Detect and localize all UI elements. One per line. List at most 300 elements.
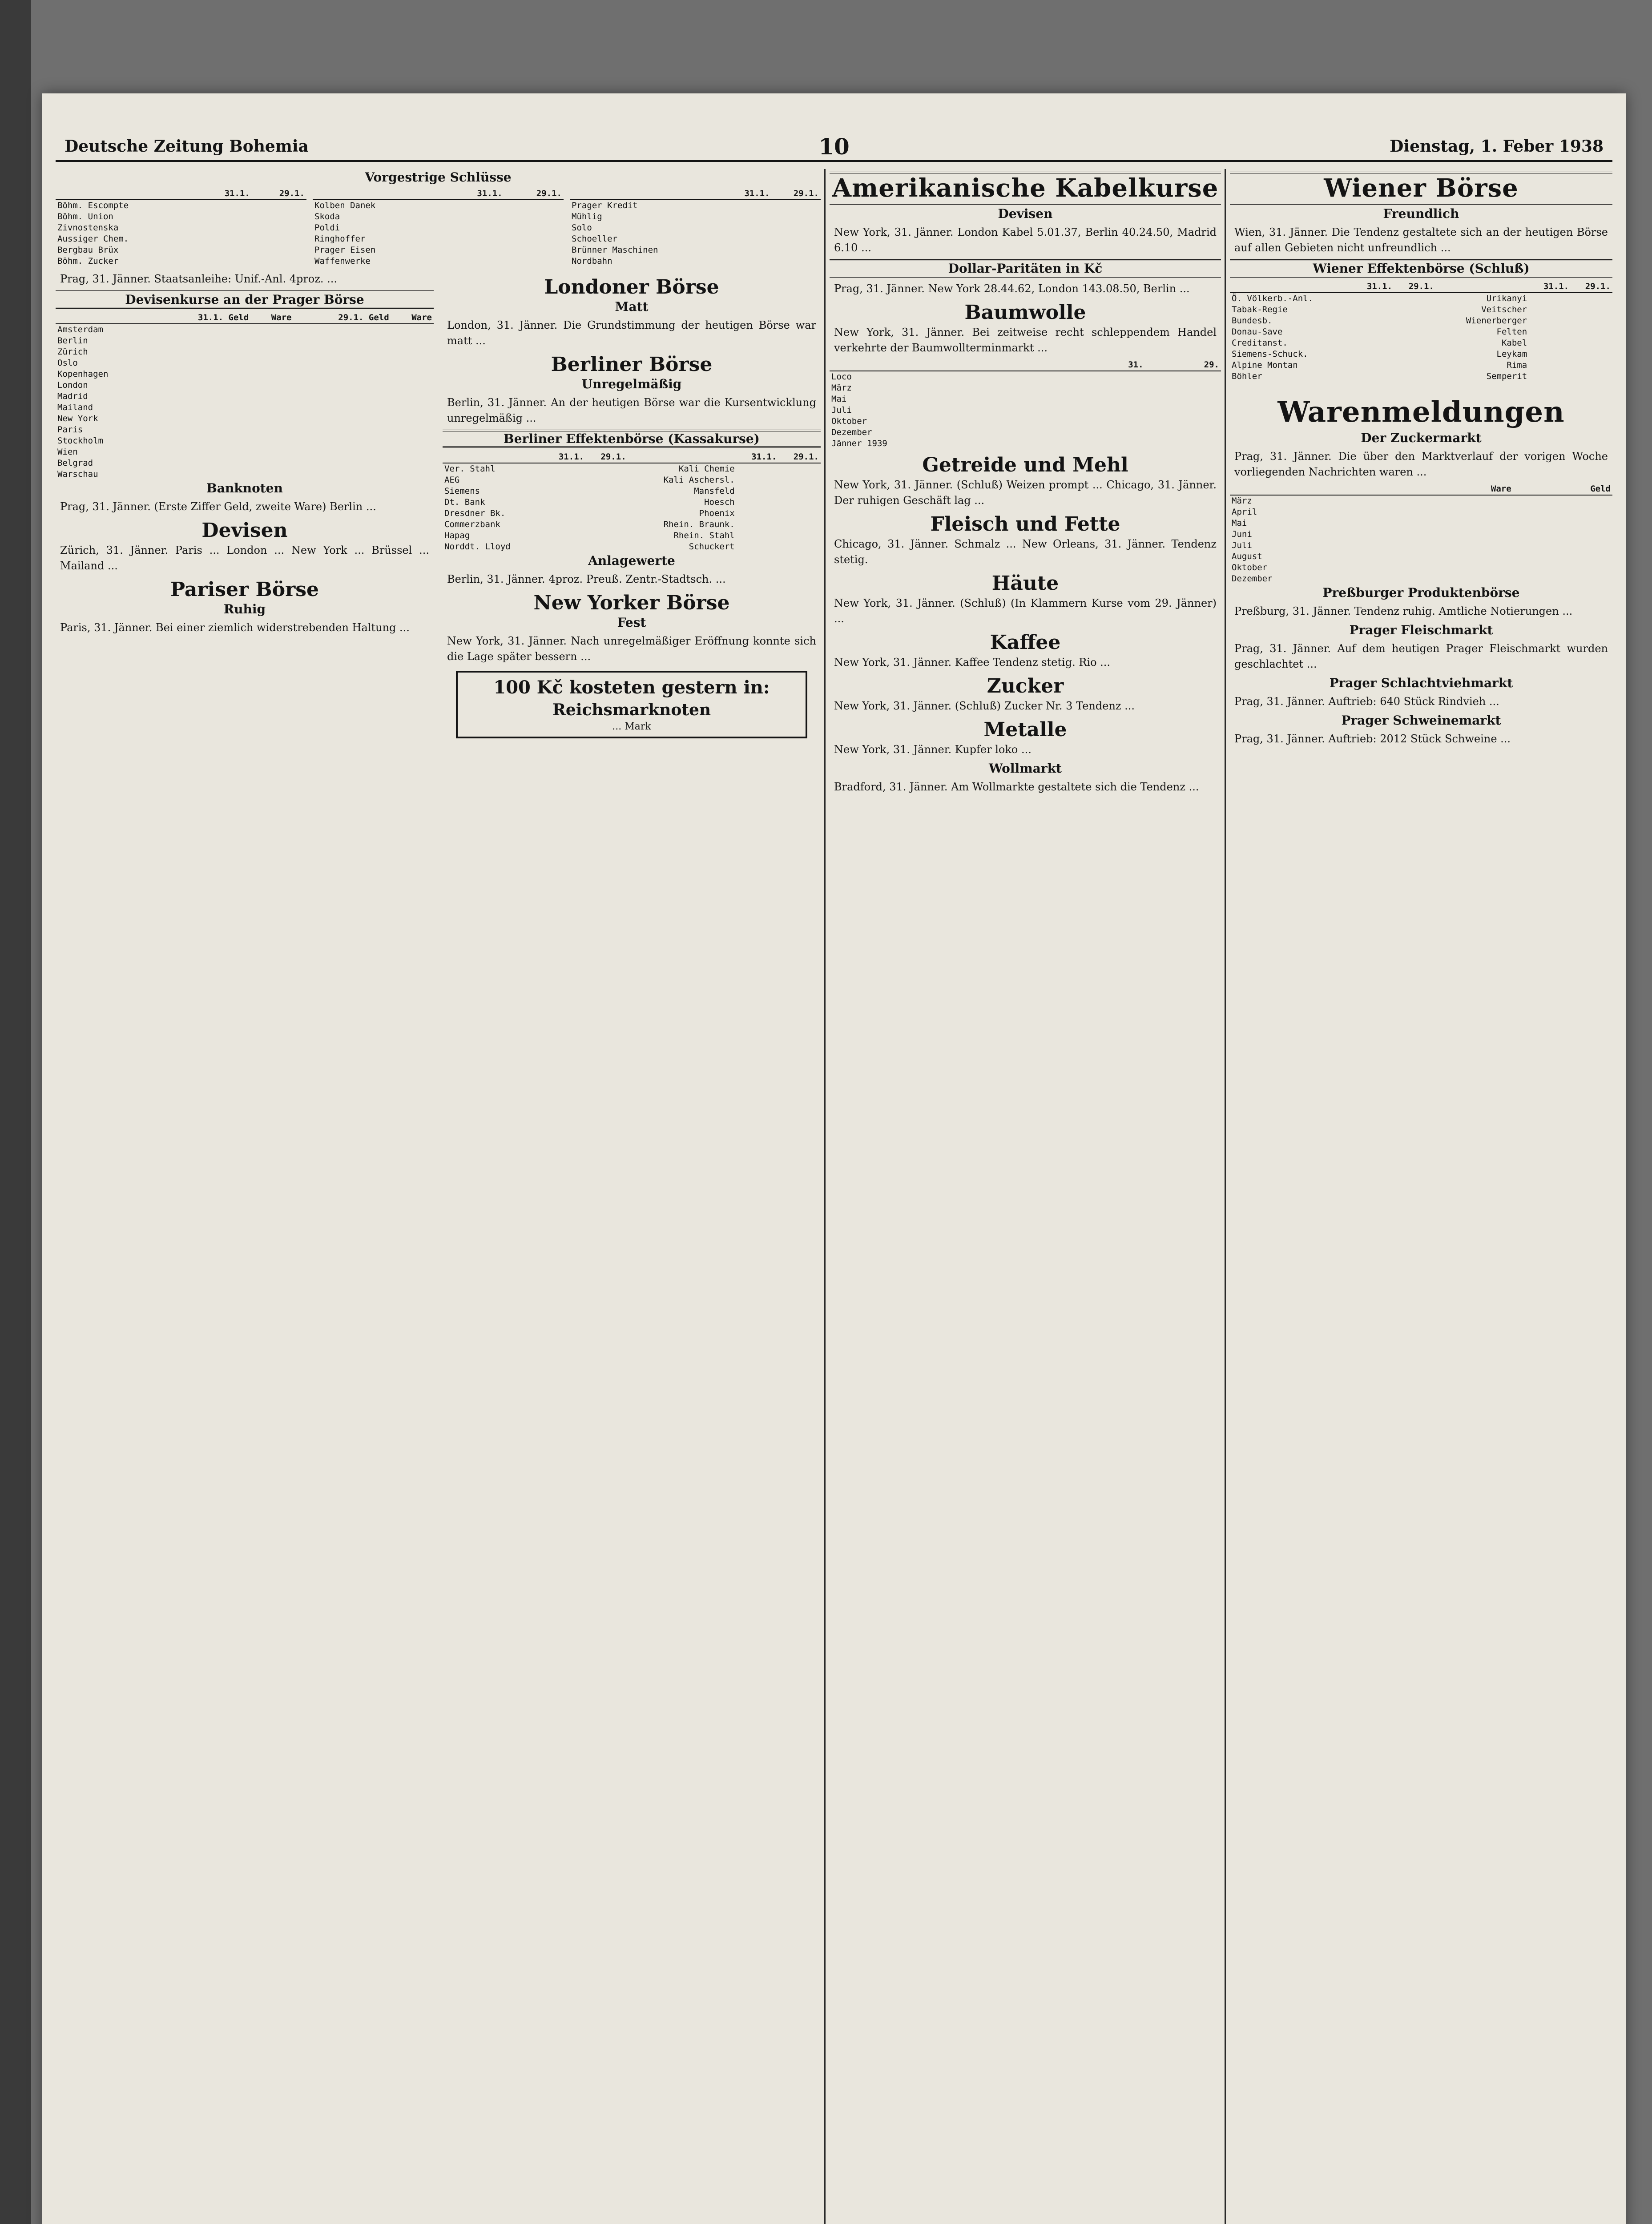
table-cell bbox=[391, 435, 434, 447]
zucker-text: Prag, 31. Jänner. Die über den Marktverlauf der vorigen Woche vorliegenden Nachrichten waren ... bbox=[1234, 450, 1608, 478]
table-row bbox=[1230, 507, 1612, 518]
issue-date: Dienstag, 1. Feber 1938 bbox=[1390, 137, 1604, 156]
table-cell: Urikanyi bbox=[1486, 294, 1527, 303]
table-cell: März bbox=[831, 383, 852, 393]
table-cell bbox=[737, 486, 779, 497]
table-cell bbox=[391, 391, 434, 402]
table-cell bbox=[250, 447, 293, 458]
table-cell bbox=[153, 413, 250, 424]
wool-text: Bradford, 31. Jänner. Am Wollmarkte gestaltete sich die Tendenz ... bbox=[834, 781, 1199, 793]
table-cell bbox=[391, 324, 434, 335]
table-cell: Jänner 1939 bbox=[831, 439, 887, 448]
table-cell bbox=[1145, 394, 1221, 405]
table-row bbox=[56, 256, 306, 267]
devisen-text: Zürich, 31. Jänner. Paris ... London ... New York ... Brüssel ... Mailand ... bbox=[60, 544, 429, 572]
table-cell bbox=[1529, 338, 1571, 349]
table-cell: Zivnostenska bbox=[57, 223, 119, 233]
table-cell: Böhm. Escompte bbox=[57, 201, 129, 210]
table-cell bbox=[1529, 304, 1571, 315]
table-cell bbox=[544, 508, 586, 519]
table-cell bbox=[153, 380, 250, 391]
table-cell: Dezember bbox=[831, 427, 872, 437]
table-cell: Solo bbox=[572, 223, 592, 233]
table-cell bbox=[197, 245, 252, 256]
closing-table bbox=[56, 188, 306, 267]
table-row bbox=[56, 358, 434, 369]
table-cell bbox=[1352, 293, 1394, 304]
table-cell bbox=[722, 245, 771, 256]
table-cell bbox=[737, 541, 779, 552]
london-title: Londoner Börse bbox=[544, 276, 719, 298]
table-cell: Dezember bbox=[1232, 574, 1273, 584]
table-cell bbox=[391, 369, 434, 380]
table-cell: Warschau bbox=[57, 469, 98, 479]
table-header-cell bbox=[313, 188, 445, 200]
table-cell bbox=[1352, 304, 1394, 315]
table-cell: Kali Chemie bbox=[678, 464, 735, 474]
table-cell: Oktober bbox=[831, 416, 867, 426]
table-cell bbox=[250, 358, 293, 369]
table-cell bbox=[778, 486, 821, 497]
anlagewerte-text: Berlin, 31. Jänner. 4proz. Preuß. Zentr.-Stadtsch. ... bbox=[447, 573, 726, 585]
table-cell: AEG bbox=[444, 475, 460, 485]
newspaper-name: Deutsche Zeitung Bohemia bbox=[64, 137, 309, 156]
table-cell bbox=[778, 497, 821, 508]
table-header-cell: 29.1. bbox=[586, 451, 628, 463]
column-1 bbox=[56, 169, 821, 2224]
table-cell: Alpine Montan bbox=[1232, 360, 1298, 370]
scanner-edge bbox=[0, 0, 31, 2224]
table-header-cell: 31.1. bbox=[544, 451, 586, 463]
table-cell bbox=[1513, 507, 1612, 518]
table-cell bbox=[504, 245, 564, 256]
vienna-title: Wiener Börse bbox=[1230, 172, 1612, 205]
table-cell bbox=[250, 369, 293, 380]
table-cell: Creditanst. bbox=[1232, 338, 1288, 348]
table-cell bbox=[778, 463, 821, 475]
table-cell: Kolben Danek bbox=[314, 201, 376, 210]
staatsanleihe-text: Prag, 31. Jänner. Staatsanleihe: Unif.-Anl. 4proz. ... bbox=[60, 273, 338, 285]
schlacht-text: Prag, 31. Jänner. Auftrieb: 640 Stück Rindvieh ... bbox=[1234, 695, 1499, 708]
table-row bbox=[443, 541, 821, 552]
london-sub: Matt bbox=[615, 299, 649, 314]
table-cell bbox=[153, 324, 250, 335]
table-cell: Dresdner Bk. bbox=[444, 508, 506, 518]
table-cell: Ö. Völkerb.-Anl. bbox=[1232, 294, 1314, 303]
table-cell: Bergbau Brüx bbox=[57, 245, 119, 255]
table-row bbox=[830, 383, 1221, 394]
table-cell bbox=[1571, 326, 1612, 338]
table-cell bbox=[294, 435, 391, 447]
table-cell bbox=[252, 200, 306, 211]
table-cell bbox=[504, 256, 564, 267]
table-cell: Kopenhagen bbox=[57, 369, 109, 379]
dollar-title: Dollar-Paritäten in Kč bbox=[830, 259, 1221, 278]
table-cell: Juli bbox=[1232, 540, 1252, 550]
table-cell: Wienerberger bbox=[1466, 316, 1527, 326]
newyork-text: New York, 31. Jänner. Nach unregelmäßiger Eröffnung konnte sich die Lage später bessern ... bbox=[447, 635, 816, 663]
table-cell: Veitscher bbox=[1481, 305, 1527, 314]
table-cell bbox=[586, 519, 628, 530]
table-cell: Oktober bbox=[1232, 563, 1268, 572]
table-header-cell: 31.1. Geld bbox=[153, 312, 250, 324]
table-row bbox=[443, 475, 821, 486]
table-cell bbox=[153, 358, 250, 369]
table-row bbox=[56, 424, 434, 435]
table-header-cell: 29.1. bbox=[504, 188, 564, 200]
table-cell bbox=[1352, 315, 1394, 326]
table-cell bbox=[504, 211, 564, 222]
table-cell bbox=[1069, 405, 1145, 416]
table-cell bbox=[544, 486, 586, 497]
table-cell bbox=[1394, 304, 1436, 315]
table-cell: Rhein. Braunk. bbox=[663, 520, 735, 529]
table-header-cell bbox=[56, 312, 153, 324]
table-cell bbox=[737, 508, 779, 519]
berlin-effekten-table bbox=[443, 451, 821, 552]
table-cell: Ver. Stahl bbox=[444, 464, 496, 474]
table-row bbox=[56, 222, 306, 234]
table-cell bbox=[1394, 349, 1436, 360]
table-cell: Felten bbox=[1496, 327, 1527, 337]
table-cell bbox=[778, 508, 821, 519]
devisen-table bbox=[56, 312, 434, 480]
table-cell bbox=[197, 211, 252, 222]
table-row bbox=[570, 211, 821, 222]
closing-title: Vorgestrige Schlüsse bbox=[365, 170, 512, 185]
table-header-cell: 29.1. Geld bbox=[294, 312, 391, 324]
table-header-cell: 29. bbox=[1145, 359, 1221, 371]
table-cell bbox=[737, 463, 779, 475]
table-row bbox=[1230, 529, 1612, 540]
table-cell bbox=[1414, 495, 1513, 507]
table-cell bbox=[197, 234, 252, 245]
table-row bbox=[56, 245, 306, 256]
table-header-cell bbox=[56, 188, 197, 200]
table-cell: Aussiger Chem. bbox=[57, 234, 129, 244]
table-cell bbox=[1145, 438, 1221, 449]
table-header-cell: 29.1. bbox=[1394, 281, 1436, 293]
table-row bbox=[1230, 338, 1612, 349]
coffee-text: New York, 31. Jänner. Kaffee Tendenz stetig. Rio ... bbox=[834, 656, 1111, 669]
table-cell bbox=[391, 335, 434, 346]
exchange-box-subtitle: Reichsmarknoten bbox=[552, 701, 711, 719]
table-cell bbox=[778, 475, 821, 486]
page-number: 10 bbox=[818, 133, 850, 160]
table-cell bbox=[445, 245, 504, 256]
table-cell bbox=[294, 369, 391, 380]
table-cell bbox=[1571, 315, 1612, 326]
table-cell bbox=[250, 435, 293, 447]
table-cell bbox=[1069, 416, 1145, 427]
table-cell: März bbox=[1232, 496, 1252, 506]
closing-table bbox=[570, 188, 821, 267]
fleisch-title: Prager Fleischmarkt bbox=[1349, 623, 1493, 637]
table-cell bbox=[1571, 338, 1612, 349]
table-header-cell: 31.1. bbox=[1352, 281, 1394, 293]
table-row bbox=[56, 435, 434, 447]
table-cell bbox=[294, 380, 391, 391]
table-cell bbox=[252, 234, 306, 245]
table-row bbox=[570, 200, 821, 211]
table-row bbox=[570, 234, 821, 245]
grain-title: Getreide und Mehl bbox=[922, 454, 1128, 476]
table-cell bbox=[1069, 371, 1145, 383]
table-cell: Siemens-Schuck. bbox=[1232, 349, 1308, 359]
kabelkurse-text: New York, 31. Jänner. London Kabel 5.01.37, Berlin 40.24.50, Madrid 6.10 ... bbox=[834, 226, 1217, 254]
table-cell: Juni bbox=[1232, 529, 1252, 539]
table-cell bbox=[391, 358, 434, 369]
table-cell bbox=[250, 335, 293, 346]
table-row bbox=[570, 222, 821, 234]
table-row bbox=[830, 371, 1221, 383]
table-cell bbox=[1352, 326, 1394, 338]
vienna-effekten-title: Wiener Effektenbörse (Schluß) bbox=[1230, 259, 1612, 278]
table-row bbox=[1230, 371, 1612, 382]
table-cell bbox=[772, 200, 821, 211]
table-cell bbox=[772, 234, 821, 245]
table-row bbox=[56, 469, 434, 480]
table-cell bbox=[544, 541, 586, 552]
table-cell: Mai bbox=[1232, 518, 1247, 528]
table-cell bbox=[1394, 315, 1436, 326]
table-cell bbox=[1394, 326, 1436, 338]
table-cell bbox=[544, 463, 586, 475]
table-cell bbox=[294, 324, 391, 335]
vienna-sub: Freundlich bbox=[1383, 206, 1459, 221]
table-row bbox=[313, 222, 564, 234]
devisen-prague-title: Devisenkurse an der Prager Börse bbox=[56, 290, 434, 309]
table-cell: August bbox=[1232, 552, 1262, 561]
table-row bbox=[56, 413, 434, 424]
table-row bbox=[56, 211, 306, 222]
column-divider bbox=[824, 169, 826, 2224]
table-cell bbox=[250, 391, 293, 402]
table-row bbox=[1230, 562, 1612, 573]
table-cell bbox=[391, 447, 434, 458]
table-row bbox=[830, 438, 1221, 449]
table-cell: Mühlig bbox=[572, 212, 602, 222]
warenmeldungen-title: Warenmeldungen bbox=[1277, 395, 1565, 429]
table-cell: Brünner Maschinen bbox=[572, 245, 658, 255]
table-row bbox=[1230, 518, 1612, 529]
table-row bbox=[1230, 540, 1612, 551]
table-cell bbox=[722, 222, 771, 234]
table-cell bbox=[197, 200, 252, 211]
table-header-row bbox=[56, 188, 306, 200]
table-cell bbox=[153, 402, 250, 413]
table-header-row bbox=[570, 188, 821, 200]
table-header-row bbox=[1230, 281, 1612, 293]
table-row bbox=[313, 200, 564, 211]
fat-text: Chicago, 31. Jänner. Schmalz ... New Orleans, 31. Jänner. Tendenz stetig. bbox=[834, 538, 1217, 566]
table-cell bbox=[445, 256, 504, 267]
table-cell bbox=[153, 346, 250, 358]
table-cell bbox=[1571, 304, 1612, 315]
table-cell: Amsterdam bbox=[57, 325, 103, 334]
table-cell: Semperit bbox=[1486, 371, 1527, 381]
zucker-title: Der Zuckermarkt bbox=[1361, 431, 1482, 445]
table-cell bbox=[586, 486, 628, 497]
table-cell bbox=[1145, 371, 1221, 383]
table-cell bbox=[1571, 293, 1612, 304]
table-cell: Berlin bbox=[57, 336, 88, 346]
table-cell bbox=[1069, 383, 1145, 394]
table-cell: New York bbox=[57, 414, 98, 423]
table-cell bbox=[1529, 326, 1571, 338]
anlagewerte-title: Anlagewerte bbox=[588, 553, 675, 568]
berlin-title: Berliner Börse bbox=[551, 353, 713, 376]
table-row bbox=[1230, 315, 1612, 326]
table-cell bbox=[1571, 360, 1612, 371]
table-cell bbox=[778, 541, 821, 552]
table-row bbox=[830, 405, 1221, 416]
table-cell bbox=[586, 463, 628, 475]
table-cell: Hapag bbox=[444, 531, 470, 540]
table-cell bbox=[1513, 529, 1612, 540]
table-cell bbox=[294, 358, 391, 369]
table-cell bbox=[153, 447, 250, 458]
table-row bbox=[313, 256, 564, 267]
table-cell: Böhm. Zucker bbox=[57, 256, 119, 266]
metal-title: Metalle bbox=[983, 718, 1067, 741]
table-row bbox=[830, 394, 1221, 405]
table-cell bbox=[586, 541, 628, 552]
table-header-cell: 29.1. bbox=[778, 451, 821, 463]
cotton-table bbox=[830, 359, 1221, 449]
table-cell bbox=[504, 234, 564, 245]
table-header-cell: 29.1. bbox=[1571, 281, 1612, 293]
table-cell bbox=[294, 346, 391, 358]
table-cell: Nordbahn bbox=[572, 256, 612, 266]
table-cell bbox=[772, 222, 821, 234]
table-header-cell: 31.1. bbox=[722, 188, 771, 200]
table-cell bbox=[391, 424, 434, 435]
table-row bbox=[313, 234, 564, 245]
table-cell bbox=[586, 475, 628, 486]
table-cell bbox=[391, 469, 434, 480]
table-header-cell bbox=[1230, 483, 1414, 495]
table-cell bbox=[250, 469, 293, 480]
table-cell bbox=[294, 458, 391, 469]
table-cell bbox=[252, 256, 306, 267]
table-cell bbox=[153, 458, 250, 469]
hides-text: New York, 31. Jänner. (Schluß) (In Klammern Kurse vom 29. Jänner) ... bbox=[834, 597, 1217, 625]
table-row bbox=[443, 508, 821, 519]
table-cell bbox=[153, 469, 250, 480]
column-2 bbox=[830, 169, 1221, 2224]
table-cell bbox=[772, 245, 821, 256]
cotton-title: Baumwolle bbox=[964, 301, 1086, 324]
table-cell bbox=[1513, 495, 1612, 507]
table-header-cell: 31.1. bbox=[197, 188, 252, 200]
table-cell bbox=[294, 413, 391, 424]
table-cell bbox=[722, 234, 771, 245]
table-cell bbox=[544, 530, 586, 541]
table-header-row bbox=[56, 312, 434, 324]
table-cell: London bbox=[57, 380, 88, 390]
table-cell: Waffenwerke bbox=[314, 256, 371, 266]
table-header-row bbox=[313, 188, 564, 200]
table-row bbox=[443, 463, 821, 475]
table-row bbox=[56, 458, 434, 469]
table-cell bbox=[1352, 360, 1394, 371]
table-cell bbox=[737, 519, 779, 530]
pressburg-title: Preßburger Produktenbörse bbox=[1322, 585, 1520, 600]
table-row bbox=[56, 380, 434, 391]
table-header-cell bbox=[628, 451, 737, 463]
table-cell bbox=[1414, 540, 1513, 551]
paris-sub: Ruhig bbox=[223, 602, 266, 616]
table-cell bbox=[1352, 371, 1394, 382]
table-cell bbox=[1394, 293, 1436, 304]
kabelkurse-title: Amerikanische Kabelkurse bbox=[830, 172, 1221, 205]
table-header-cell bbox=[830, 359, 1069, 371]
table-cell bbox=[197, 222, 252, 234]
table-cell bbox=[722, 211, 771, 222]
paris-title: Pariser Börse bbox=[170, 578, 319, 601]
wool-title: Wollmarkt bbox=[989, 761, 1062, 776]
closing-prices bbox=[56, 188, 821, 267]
table-cell bbox=[294, 469, 391, 480]
table-cell bbox=[778, 519, 821, 530]
table-header-cell bbox=[1436, 281, 1529, 293]
table-cell bbox=[294, 424, 391, 435]
table-cell bbox=[722, 256, 771, 267]
exchange-rate-box bbox=[456, 671, 807, 738]
table-row bbox=[1230, 326, 1612, 338]
table-cell bbox=[1529, 360, 1571, 371]
table-cell bbox=[445, 222, 504, 234]
table-cell bbox=[250, 413, 293, 424]
table-cell: Norddt. Lloyd bbox=[444, 542, 511, 552]
newspaper-page bbox=[42, 93, 1626, 2224]
table-cell bbox=[1414, 507, 1513, 518]
column-divider bbox=[1225, 169, 1226, 2224]
table-cell: Kabel bbox=[1501, 338, 1527, 348]
banknoten-text: Prag, 31. Jänner. (Erste Ziffer Geld, zweite Ware) Berlin ... bbox=[60, 500, 376, 513]
banknoten-title: Banknoten bbox=[206, 481, 283, 496]
coffee-title: Kaffee bbox=[990, 631, 1061, 654]
schwein-text: Prag, 31. Jänner. Auftrieb: 2012 Stück Schweine ... bbox=[1234, 733, 1511, 745]
table-row bbox=[56, 234, 306, 245]
table-cell bbox=[1513, 540, 1612, 551]
cotton-text: New York, 31. Jänner. Bei zeitweise recht schleppendem Handel verkehrte der Baumwollterminmarkt ... bbox=[834, 326, 1217, 354]
table-cell bbox=[153, 335, 250, 346]
table-cell: Phoenix bbox=[699, 508, 735, 518]
sugar-text: New York, 31. Jänner. (Schluß) Zucker Nr. 3 Tendenz ... bbox=[834, 700, 1135, 712]
table-cell: April bbox=[1232, 507, 1257, 517]
dollar-text: Prag, 31. Jänner. New York 28.44.62, London 143.08.50, Berlin ... bbox=[834, 282, 1190, 295]
table-row bbox=[1230, 495, 1612, 507]
table-cell bbox=[586, 508, 628, 519]
table-cell: Tabak-Regie bbox=[1232, 305, 1288, 314]
column-3 bbox=[1230, 169, 1612, 2224]
table-header-row bbox=[443, 451, 821, 463]
london-text: London, 31. Jänner. Die Grundstimmung der heutigen Börse war matt ... bbox=[447, 319, 816, 347]
table-cell bbox=[252, 211, 306, 222]
table-row bbox=[443, 530, 821, 541]
table-cell bbox=[252, 222, 306, 234]
berlin-effekten-title: Berliner Effektenbörse (Kassakurse) bbox=[443, 430, 821, 448]
table-cell bbox=[1513, 562, 1612, 573]
table-cell bbox=[1529, 371, 1571, 382]
table-cell bbox=[445, 211, 504, 222]
table-cell bbox=[294, 391, 391, 402]
table-row bbox=[56, 335, 434, 346]
table-cell: Schoeller bbox=[572, 234, 617, 244]
table-row bbox=[1230, 349, 1612, 360]
